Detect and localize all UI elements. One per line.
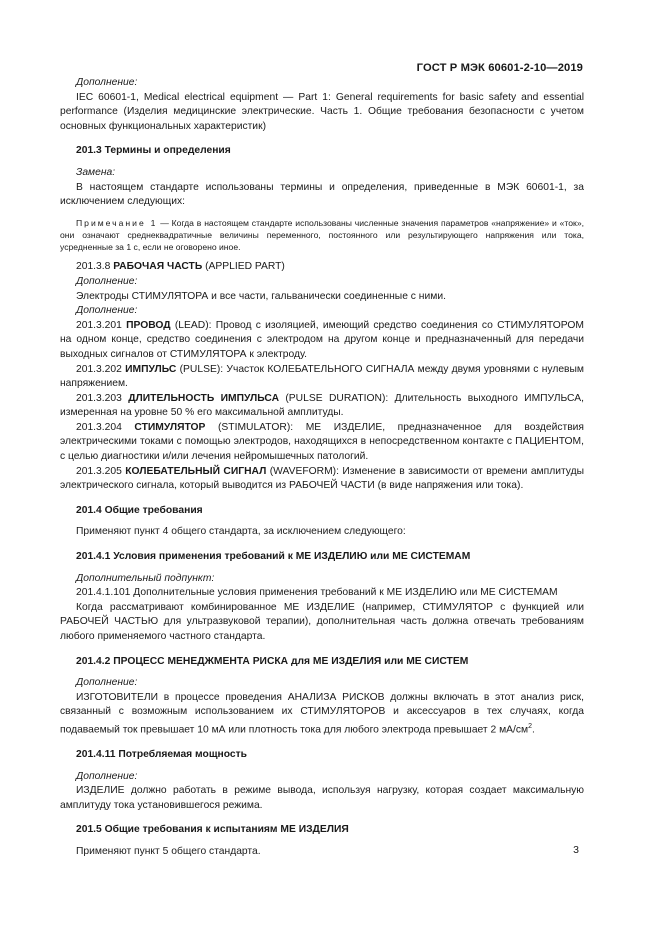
reference-text: IEC 60601-1, Medical electrical equipment — Part 1: General requirements for basic safety and essential performance (Изделия медицинские электрические. Часть 1. Общие требования безопасности с учетом основных функциональных характеристик) [60, 91, 584, 132]
note [60, 217, 584, 254]
term-number: 201.3.204 [76, 421, 135, 433]
note-label: Примечание 1 [76, 217, 158, 228]
addition-label: Дополнение: [76, 677, 138, 689]
term-entry [60, 421, 584, 465]
term-name: КОЛЕБАТЕЛЬНЫЙ СИГНАЛ [125, 465, 267, 477]
addition-label: Дополнение: [76, 770, 138, 782]
term-name: ПРОВОД [126, 319, 171, 331]
term-number: 201.3.205 [76, 465, 126, 477]
paragraph: Электроды СТИМУЛЯТОРА и все части, гальванически соединенные с ними. [76, 290, 446, 302]
paragraph-end: . [532, 724, 535, 736]
superscript: 2 [528, 722, 533, 730]
term-definition: (APPLIED PART) [202, 261, 285, 273]
term-entry [60, 319, 584, 363]
subsection-heading: 201.4.2 ПРОЦЕСС МЕНЕДЖМЕНТА РИСКА для МЕ ИЗДЕЛИЯ или МЕ СИСТЕМ [76, 655, 469, 667]
paragraph: Применяют пункт 4 общего стандарта, за исключением следующего: [76, 526, 406, 538]
replacement-label: Замена: [76, 166, 116, 178]
term-number: 201.3.201 [76, 319, 127, 331]
paragraph-text: ИЗГОТОВИТЕЛИ в процессе проведения АНАЛИЗА РИСКОВ должны включать в этот анализ риск, связанный с возможным использованием их СТИМУЛЯТОРОВ и аксессуаров в тех случаях, когда подаваемый ток превышает 10 мА или плотность тока для любого электрода превышает 2 мА/см [60, 691, 584, 736]
addition-label: Дополнение: [76, 275, 138, 287]
paragraph: 201.4.1.101 Дополнительные условия применения требований к МЕ ИЗДЕЛИЮ или МЕ СИСТЕМАМ [76, 587, 558, 599]
term-definition: (LEAD): Провод с изоляцией, имеющий средство соединения со СТИМУЛЯТОРОМ на одном конце, средство соединения с электродом на другом конце и предназначенный для передачи выходных сигналов от СТИМУЛЯТОРА к электроду. [60, 319, 584, 360]
term-definition: (PULSE): Участок КОЛЕБАТЕЛЬНОГО СИГНАЛА между двумя уровнями с нулевым напряжением. [60, 363, 585, 390]
standard-code: ГОСТ Р МЭК 60601-2-10—2019 [416, 62, 583, 74]
term-definition: (WAVEFORM): Изменение в зависимости от времени амплитуды электрического сигнала, который выводится из РАБОЧЕЙ ЧАСТИ (в виде напряжения или тока). [60, 465, 585, 492]
section-heading: 201.4 Общие требования [76, 504, 203, 516]
term-number: 201.3.8 [76, 261, 114, 273]
term-entry [60, 392, 584, 421]
paragraph [60, 691, 584, 738]
term-name: ИМПУЛЬС [125, 363, 177, 375]
term-number: 201.3.202 [76, 363, 126, 375]
paragraph: Применяют пункт 5 общего стандарта. [76, 845, 261, 857]
subsection-heading: 201.4.1 Условия применения требований к МЕ ИЗДЕЛИЮ или МЕ СИСТЕМАМ [76, 551, 471, 563]
term-entry [60, 260, 584, 275]
paragraph: В настоящем стандарте использованы термины и определения, приведенные в МЭК 60601-1, за исключением следующих: [60, 181, 584, 208]
term-name: СТИМУЛЯТОР [134, 421, 206, 433]
paragraph: ИЗДЕЛИЕ должно работать в режиме вывода, используя нагрузку, которая создает максимальную амплитуду тока установившегося режима. [60, 785, 584, 811]
section-heading: 201.3 Термины и определения [76, 145, 231, 157]
paragraph: Когда рассматривают комбинированное МЕ ИЗДЕЛИЕ (например, СТИМУЛЯТОР с функцией или РАБОЧЕЙ ЧАСТЬЮ для ультразвуковой терапии), дополнительная часть должна отвечать требованиям любого применяемого частного стандарта. [60, 601, 584, 643]
term-name: РАБОЧАЯ ЧАСТЬ [113, 261, 203, 273]
subsection-heading: 201.4.11 Потребляемая мощность [76, 749, 247, 760]
term-number: 201.3.203 [76, 392, 129, 404]
term-definition: (STIMULATOR): МЕ ИЗДЕЛИЕ, предназначенное для воздействия электрическими токами с помощью электродов, находящихся в непосредственном контакте с ПАЦИЕНТОМ, с целью диагностики и/или лечения нейромышечных патологий. [60, 421, 584, 463]
section-heading: 201.5 Общие требования к испытаниям МЕ ИЗДЕЛИЯ [76, 824, 349, 836]
note-text: — Когда в настоящем стандарте использованы численные значения параметров «напряжение» и «ток», они означают среднеквадратичные величины переменного, постоянного или результирующего напряжения или тока, усредненные за 1 с, если не оговорено иное. [60, 217, 584, 253]
body-text [60, 76, 584, 860]
term-entry [60, 465, 584, 494]
addition-label: Дополнение: [76, 77, 138, 88]
term-name: ДЛИТЕЛЬНОСТЬ ИМПУЛЬСА [128, 392, 279, 404]
additional-subclause-label: Дополнительный подпункт: [76, 572, 215, 584]
page-number: 3 [573, 844, 579, 856]
addition-label: Дополнение: [76, 305, 138, 317]
term-definition: (PULSE DURATION): Длительность выходного ИМПУЛЬСА, измеренная на уровне 50 % его максимальной амплитуды. [60, 392, 584, 419]
term-entry [60, 363, 584, 392]
